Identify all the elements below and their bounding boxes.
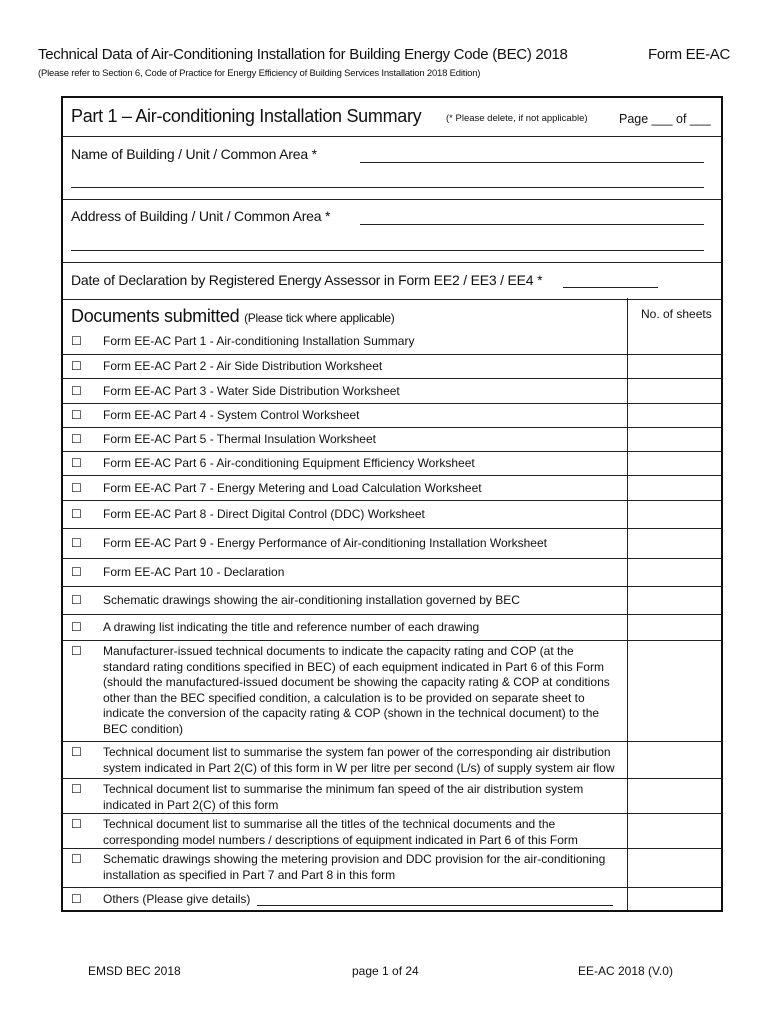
checkbox[interactable]: ☐ [71,644,82,658]
others-details-line[interactable] [257,905,613,906]
sheets-count-cell[interactable] [628,779,721,814]
document-label: Form EE-AC Part 2 - Air Side Distribution Worksheet [103,359,383,373]
sheets-count-cell[interactable] [628,501,721,529]
document-row [63,615,627,641]
checkbox[interactable]: ☐ [71,892,82,906]
part-header [63,98,721,137]
document-label: Form EE-AC Part 7 - Energy Metering and Load Calculation Worksheet [103,480,482,495]
sheets-count-cell[interactable] [628,404,721,428]
documents-heading [71,306,395,327]
sheets-count-cell[interactable] [628,615,721,641]
document-row [63,428,627,452]
checkbox[interactable]: ☐ [71,359,82,373]
document-title: Technical Data of Air-Conditioning Installation for Building Energy Code (BEC) 2018 [38,46,568,63]
document-row [63,587,627,615]
date-label: Date of Declaration by Registered Energy Assessor in Form EE2 / EE3 / EE4 * [71,272,543,288]
documents-heading-text: Documents submitted [71,306,240,326]
checkbox[interactable]: ☐ [71,536,82,550]
document-label: A drawing list indicating the title and reference number of each drawing [103,620,480,634]
checkbox[interactable]: ☐ [71,383,82,398]
address-section [63,200,721,263]
sheets-count-cell[interactable] [628,355,721,379]
name-section [63,137,721,200]
document-row [63,779,627,814]
sheets-count-cell[interactable] [628,641,721,742]
sheets-count-cell[interactable] [628,559,721,587]
document-row [63,559,627,587]
document-label: Form EE-AC Part 6 - Air-conditioning Equipment Efficiency Worksheet [103,456,475,470]
document-row [63,404,627,428]
sheets-count-cell[interactable] [628,814,721,849]
sheets-count-cell[interactable] [628,888,721,911]
footer-page-number: page 1 of 24 [352,964,419,978]
document-label: Form EE-AC Part 4 - System Control Worksheet [103,408,360,422]
address-input-line-2[interactable] [71,250,704,251]
document-label: Form EE-AC Part 10 - Declaration [103,565,285,579]
document-row [63,476,627,501]
form-box [61,96,723,912]
document-row [63,888,627,911]
date-section [63,263,721,300]
name-input-line-1[interactable] [360,162,704,163]
document-row [63,329,627,355]
sheets-count-cell[interactable] [628,476,721,501]
document-row [63,849,627,888]
part-title: Part 1 – Air-conditioning Installation Summary [71,106,422,126]
document-label: Schematic drawings showing the air-conditioning installation governed by BEC [103,593,520,607]
document-label: Form EE-AC Part 1 - Air-conditioning Installation Summary [103,334,415,348]
document-label: Form EE-AC Part 9 - Energy Performance of Air-conditioning Installation Worksheet [103,536,547,550]
checkbox[interactable]: ☐ [71,408,82,422]
document-label: Technical document list to summarise the system fan power of the corresponding air distribution system indicated in Part 2(C) of this form in W per litre per second (L/s) of supply system air flow [103,745,615,775]
document-row [63,501,627,529]
checkbox[interactable]: ☐ [71,852,82,866]
document-row [63,529,627,559]
document-label: Form EE-AC Part 5 - Thermal Insulation Worksheet [103,432,376,446]
footer-left: EMSD BEC 2018 [88,964,181,978]
sheets-count-cell[interactable] [628,428,721,452]
checkbox[interactable]: ☐ [71,334,82,348]
checkbox[interactable]: ☐ [71,620,82,634]
name-input-line-2[interactable] [71,187,704,188]
document-row [63,641,627,742]
checkbox[interactable]: ☐ [71,745,82,759]
document-row [63,814,627,849]
checkbox[interactable]: ☐ [71,593,82,607]
documents-heading-note: (Please tick where applicable) [244,311,395,325]
checkbox[interactable]: ☐ [71,432,82,446]
checkbox[interactable]: ☐ [71,782,82,796]
sheets-column-header: No. of sheets [641,307,712,321]
document-row [63,379,627,404]
sheets-count-cell[interactable] [628,452,721,476]
document-row [63,355,627,379]
document-row [63,452,627,476]
checkbox[interactable]: ☐ [71,565,82,579]
address-label: Address of Building / Unit / Common Area * [71,208,331,224]
footer-right: EE-AC 2018 (V.0) [578,964,673,978]
sheets-count-cell[interactable] [628,849,721,888]
page-of-field[interactable]: Page ___ of ___ [619,112,711,126]
sheets-count-cell[interactable] [628,329,721,355]
checkbox[interactable]: ☐ [71,507,82,521]
checkbox[interactable]: ☐ [71,456,82,470]
checkbox[interactable]: ☐ [71,817,82,831]
document-row [63,742,627,779]
document-label: Manufacturer-issued technical documents to indicate the capacity rating and COP (at the standard rating conditions specified in BEC) of each equipment indicated in Part 6 of this Form (should the manufactured-issued document be showing the capacity rating & COP at conditions other than the BEC specified condition, a calculation is to be provided on separate sheet to indicate the conversion of the capacity rating & COP (shown in the technical document) to the BEC condition) [103,644,610,736]
sheets-count-cell[interactable] [628,587,721,615]
sheets-count-cell[interactable] [628,379,721,404]
sheets-count-cell[interactable] [628,742,721,779]
address-input-line-1[interactable] [360,224,704,225]
document-label: Technical document list to summarise all the titles of the technical documents and the corresponding model numbers / descriptions of equipment indicated in Part 6 of this Form [103,817,578,847]
document-label: Schematic drawings showing the metering provision and DDC provision for the air-conditioning installation as specified in Part 7 and Part 8 in this form [103,852,606,882]
document-label: Form EE-AC Part 3 - Water Side Distribution Worksheet [103,383,400,398]
document-label: Form EE-AC Part 8 - Direct Digital Control (DDC) Worksheet [103,507,425,521]
form-id: Form EE-AC [648,46,731,63]
date-input-line[interactable] [563,287,658,288]
checkbox[interactable]: ☐ [71,480,82,495]
document-subtitle: (Please refer to Section 6, Code of Practice for Energy Efficiency of Building Services Installation 2018 Edition) [38,68,481,79]
sheets-count-cell[interactable] [628,529,721,559]
name-label: Name of Building / Unit / Common Area * [71,146,317,162]
delete-note: (* Please delete, if not applicable) [446,113,588,124]
document-label: Others (Please give details) [103,892,251,906]
document-label: Technical document list to summarise the minimum fan speed of the air distribution system indicated in Part 2(C) of this form [103,782,584,812]
